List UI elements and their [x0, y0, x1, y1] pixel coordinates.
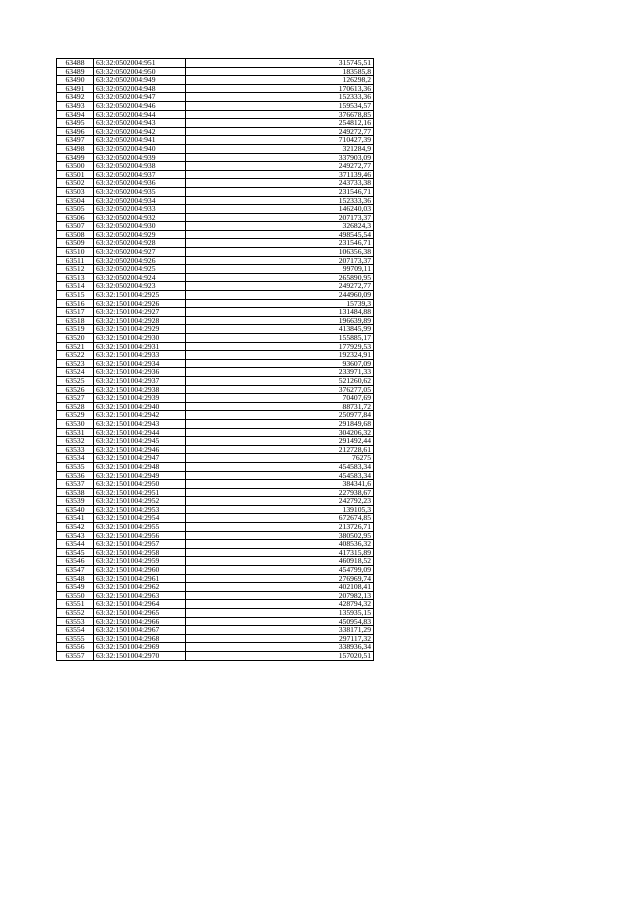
cadastral-number-cell: 63:32:0502004:923	[94, 282, 186, 291]
cadastral-number-cell: 63:32:0502004:928	[94, 239, 186, 248]
cadastral-value-cell: 126298,2	[186, 76, 374, 85]
cadastral-number-cell: 63:32:0502004:938	[94, 162, 186, 171]
row-number-cell: 63537	[57, 480, 94, 489]
cadastral-number-cell: 63:32:1501004:2963	[94, 591, 186, 600]
table-row	[57, 110, 374, 119]
row-number-cell: 63493	[57, 101, 94, 110]
cadastral-number-cell: 63:32:1501004:2927	[94, 308, 186, 317]
table-row	[57, 325, 374, 334]
cadastral-value-cell: 227938,67	[186, 488, 374, 497]
table-row	[57, 316, 374, 325]
row-number-cell: 63551	[57, 600, 94, 609]
cadastral-number-cell: 63:32:1501004:2945	[94, 437, 186, 446]
cadastral-number-cell: 63:32:1501004:2961	[94, 574, 186, 583]
table-row	[57, 76, 374, 85]
cadastral-value-cell: 99709,11	[186, 265, 374, 274]
cadastral-number-cell: 63:32:0502004:936	[94, 179, 186, 188]
table-row	[57, 591, 374, 600]
row-number-cell: 63553	[57, 617, 94, 626]
row-number-cell: 63538	[57, 488, 94, 497]
row-number-cell: 63503	[57, 187, 94, 196]
cadastral-number-cell: 63:32:0502004:950	[94, 67, 186, 76]
cadastral-value-cell: 93607,09	[186, 359, 374, 368]
cadastral-number-cell: 63:32:1501004:2962	[94, 583, 186, 592]
row-number-cell: 63530	[57, 419, 94, 428]
row-number-cell: 63499	[57, 153, 94, 162]
cadastral-number-cell: 63:32:0502004:939	[94, 153, 186, 162]
table-row	[57, 462, 374, 471]
cadastral-number-cell: 63:32:0502004:929	[94, 230, 186, 239]
cadastral-value-cell: 321284,9	[186, 144, 374, 153]
cadastral-number-cell: 63:32:0502004:948	[94, 84, 186, 93]
row-number-cell: 63540	[57, 505, 94, 514]
row-number-cell: 63495	[57, 119, 94, 128]
cadastral-number-cell: 63:32:1501004:2925	[94, 291, 186, 300]
cadastral-number-cell: 63:32:1501004:2954	[94, 514, 186, 523]
cadastral-value-cell: 152333,36	[186, 196, 374, 205]
row-number-cell: 63532	[57, 437, 94, 446]
table-row	[57, 437, 374, 446]
cadastral-number-cell: 63:32:0502004:942	[94, 127, 186, 136]
table-row	[57, 84, 374, 93]
cadastral-value-cell: 338936,34	[186, 643, 374, 652]
table-row	[57, 265, 374, 274]
cadastral-number-cell: 63:32:1501004:2968	[94, 634, 186, 643]
cadastral-value-cell: 139105,3	[186, 505, 374, 514]
table-row	[57, 471, 374, 480]
cadastral-value-cell: 243733,38	[186, 179, 374, 188]
table-row	[57, 617, 374, 626]
row-number-cell: 63556	[57, 643, 94, 652]
table-row	[57, 505, 374, 514]
row-number-cell: 63531	[57, 428, 94, 437]
table-row	[57, 454, 374, 463]
row-number-cell: 63504	[57, 196, 94, 205]
table-row	[57, 411, 374, 420]
cadastral-value-cell: 244960,09	[186, 291, 374, 300]
cadastral-number-cell: 63:32:1501004:2955	[94, 523, 186, 532]
row-number-cell: 63502	[57, 179, 94, 188]
cadastral-value-cell: 231546,71	[186, 187, 374, 196]
table-row	[57, 583, 374, 592]
cadastral-number-cell: 63:32:1501004:2967	[94, 626, 186, 635]
row-number-cell: 63555	[57, 634, 94, 643]
cadastral-value-cell: 157020,51	[186, 651, 374, 660]
row-number-cell: 63545	[57, 548, 94, 557]
table-row	[57, 239, 374, 248]
cadastral-value-cell: 177929,53	[186, 342, 374, 351]
row-number-cell: 63548	[57, 574, 94, 583]
table-row	[57, 600, 374, 609]
table-row	[57, 153, 374, 162]
table-row	[57, 548, 374, 557]
cadastral-number-cell: 63:32:1501004:2950	[94, 480, 186, 489]
table-row	[57, 119, 374, 128]
cadastral-number-cell: 63:32:1501004:2928	[94, 316, 186, 325]
row-number-cell: 63518	[57, 316, 94, 325]
row-number-cell: 63496	[57, 127, 94, 136]
row-number-cell: 63517	[57, 308, 94, 317]
cadastral-number-cell: 63:32:1501004:2969	[94, 643, 186, 652]
cadastral-number-cell: 63:32:1501004:2937	[94, 376, 186, 385]
row-number-cell: 63491	[57, 84, 94, 93]
cadastral-value-cell: 413845,99	[186, 325, 374, 334]
table-row	[57, 643, 374, 652]
cadastral-value-cell: 76275	[186, 454, 374, 463]
cadastral-value-cell: 454583,34	[186, 471, 374, 480]
cadastral-number-cell: 63:32:0502004:949	[94, 76, 186, 85]
table-row	[57, 179, 374, 188]
cadastral-value-cell: 376277,05	[186, 385, 374, 394]
cadastral-value-cell: 88731,72	[186, 402, 374, 411]
cadastral-number-cell: 63:32:1501004:2960	[94, 566, 186, 575]
cadastral-value-cell: 212728,61	[186, 445, 374, 454]
row-number-cell: 63506	[57, 213, 94, 222]
cadastral-value-cell: 254812,16	[186, 119, 374, 128]
row-number-cell: 63512	[57, 265, 94, 274]
cadastral-value-cell: 207173,37	[186, 256, 374, 265]
row-number-cell: 63516	[57, 299, 94, 308]
row-number-cell: 63543	[57, 531, 94, 540]
table-row	[57, 222, 374, 231]
cadastral-value-cell: 710427,39	[186, 136, 374, 145]
cadastral-value-cell: 304206,32	[186, 428, 374, 437]
row-number-cell: 63507	[57, 222, 94, 231]
table-row	[57, 282, 374, 291]
cadastral-value-cell: 233971,33	[186, 368, 374, 377]
row-number-cell: 63500	[57, 162, 94, 171]
cadastral-number-cell: 63:32:1501004:2948	[94, 462, 186, 471]
table-row	[57, 342, 374, 351]
table-row	[57, 101, 374, 110]
row-number-cell: 63524	[57, 368, 94, 377]
cadastral-value-cell: 183585,8	[186, 67, 374, 76]
cadastral-number-cell: 63:32:1501004:2957	[94, 540, 186, 549]
row-number-cell: 63510	[57, 248, 94, 257]
cadastral-number-cell: 63:32:1501004:2938	[94, 385, 186, 394]
cadastral-value-cell: 155885,17	[186, 334, 374, 343]
table-row	[57, 273, 374, 282]
cadastral-number-cell: 63:32:0502004:943	[94, 119, 186, 128]
table-row	[57, 187, 374, 196]
cadastral-value-cell: 454799,09	[186, 566, 374, 575]
row-number-cell: 63490	[57, 76, 94, 85]
cadastral-number-cell: 63:32:0502004:932	[94, 213, 186, 222]
table-row	[57, 428, 374, 437]
cadastral-number-cell: 63:32:1501004:2929	[94, 325, 186, 334]
cadastral-value-cell: 450954,83	[186, 617, 374, 626]
table-row	[57, 291, 374, 300]
cadastral-number-cell: 63:32:0502004:940	[94, 144, 186, 153]
cadastral-value-cell: 521260,62	[186, 376, 374, 385]
row-number-cell: 63534	[57, 454, 94, 463]
cadastral-value-cell: 207982,13	[186, 591, 374, 600]
cadastral-value-cell: 338171,29	[186, 626, 374, 635]
cadastral-number-cell: 63:32:0502004:947	[94, 93, 186, 102]
cadastral-value-table	[56, 58, 374, 661]
cadastral-value-cell: 291492,44	[186, 437, 374, 446]
cadastral-value-cell: 276969,74	[186, 574, 374, 583]
table-row	[57, 230, 374, 239]
cadastral-value-cell: 376678,85	[186, 110, 374, 119]
table-row	[57, 445, 374, 454]
cadastral-value-cell: 213726,71	[186, 523, 374, 532]
table-row	[57, 59, 374, 68]
table-row	[57, 574, 374, 583]
table-row	[57, 376, 374, 385]
table-row	[57, 514, 374, 523]
cadastral-value-cell: 428794,32	[186, 600, 374, 609]
table-row	[57, 531, 374, 540]
row-number-cell: 63557	[57, 651, 94, 660]
cadastral-value-cell: 380502,95	[186, 531, 374, 540]
cadastral-number-cell: 63:32:1501004:2934	[94, 359, 186, 368]
table-row	[57, 634, 374, 643]
cadastral-number-cell: 63:32:1501004:2964	[94, 600, 186, 609]
row-number-cell: 63547	[57, 566, 94, 575]
cadastral-value-cell: 265890,95	[186, 273, 374, 282]
cadastral-number-cell: 63:32:0502004:925	[94, 265, 186, 274]
table-row	[57, 136, 374, 145]
row-number-cell: 63522	[57, 351, 94, 360]
cadastral-number-cell: 63:32:1501004:2933	[94, 351, 186, 360]
row-number-cell: 63527	[57, 394, 94, 403]
cadastral-number-cell: 63:32:1501004:2931	[94, 342, 186, 351]
table-row	[57, 540, 374, 549]
table-row	[57, 248, 374, 257]
cadastral-value-cell: 326824,3	[186, 222, 374, 231]
row-number-cell: 63498	[57, 144, 94, 153]
cadastral-value-cell: 242792,23	[186, 497, 374, 506]
cadastral-value-cell: 249272,77	[186, 282, 374, 291]
cadastral-number-cell: 63:32:1501004:2940	[94, 402, 186, 411]
table-row	[57, 162, 374, 171]
row-number-cell: 63520	[57, 334, 94, 343]
cadastral-value-cell: 192324,91	[186, 351, 374, 360]
table-row	[57, 205, 374, 214]
cadastral-value-cell: 672674,85	[186, 514, 374, 523]
row-number-cell: 63519	[57, 325, 94, 334]
row-number-cell: 63539	[57, 497, 94, 506]
table-row	[57, 67, 374, 76]
row-number-cell: 63488	[57, 59, 94, 68]
row-number-cell: 63513	[57, 273, 94, 282]
cadastral-value-cell: 384341,6	[186, 480, 374, 489]
table-row	[57, 419, 374, 428]
cadastral-number-cell: 63:32:1501004:2946	[94, 445, 186, 454]
cadastral-number-cell: 63:32:1501004:2956	[94, 531, 186, 540]
table-row	[57, 256, 374, 265]
row-number-cell: 63501	[57, 170, 94, 179]
row-number-cell: 63525	[57, 376, 94, 385]
cadastral-value-cell: 315745,51	[186, 59, 374, 68]
cadastral-number-cell: 63:32:1501004:2951	[94, 488, 186, 497]
table-row	[57, 308, 374, 317]
cadastral-number-cell: 63:32:0502004:930	[94, 222, 186, 231]
table-row	[57, 93, 374, 102]
cadastral-value-cell: 170613,36	[186, 84, 374, 93]
cadastral-value-cell: 371139,46	[186, 170, 374, 179]
row-number-cell: 63542	[57, 523, 94, 532]
cadastral-number-cell: 63:32:0502004:935	[94, 187, 186, 196]
cadastral-number-cell: 63:32:1501004:2965	[94, 609, 186, 618]
row-number-cell: 63549	[57, 583, 94, 592]
cadastral-number-cell: 63:32:0502004:937	[94, 170, 186, 179]
cadastral-value-cell: 498545,54	[186, 230, 374, 239]
cadastral-value-cell: 131484,88	[186, 308, 374, 317]
cadastral-number-cell: 63:32:1501004:2944	[94, 428, 186, 437]
table-row	[57, 351, 374, 360]
cadastral-number-cell: 63:32:0502004:926	[94, 256, 186, 265]
row-number-cell: 63523	[57, 359, 94, 368]
row-number-cell: 63509	[57, 239, 94, 248]
table-row	[57, 523, 374, 532]
row-number-cell: 63508	[57, 230, 94, 239]
cadastral-value-cell: 291849,68	[186, 419, 374, 428]
cadastral-number-cell: 63:32:1501004:2970	[94, 651, 186, 660]
table-row	[57, 609, 374, 618]
cadastral-value-cell: 454583,34	[186, 462, 374, 471]
row-number-cell: 63528	[57, 402, 94, 411]
table-row	[57, 385, 374, 394]
row-number-cell: 63505	[57, 205, 94, 214]
cadastral-number-cell: 63:32:1501004:2939	[94, 394, 186, 403]
cadastral-number-cell: 63:32:0502004:934	[94, 196, 186, 205]
cadastral-number-cell: 63:32:0502004:941	[94, 136, 186, 145]
cadastral-value-cell: 460918,52	[186, 557, 374, 566]
row-number-cell: 63497	[57, 136, 94, 145]
cadastral-number-cell: 63:32:1501004:2926	[94, 299, 186, 308]
table-body	[57, 59, 374, 661]
table-row	[57, 127, 374, 136]
cadastral-number-cell: 63:32:1501004:2966	[94, 617, 186, 626]
cadastral-number-cell: 63:32:1501004:2930	[94, 334, 186, 343]
row-number-cell: 63541	[57, 514, 94, 523]
cadastral-number-cell: 63:32:1501004:2942	[94, 411, 186, 420]
cadastral-value-cell: 196639,89	[186, 316, 374, 325]
cadastral-value-cell: 249272,77	[186, 162, 374, 171]
row-number-cell: 63489	[57, 67, 94, 76]
row-number-cell: 63515	[57, 291, 94, 300]
table-row	[57, 651, 374, 660]
cadastral-number-cell: 63:32:1501004:2953	[94, 505, 186, 514]
cadastral-value-cell: 70407,69	[186, 394, 374, 403]
cadastral-number-cell: 63:32:1501004:2936	[94, 368, 186, 377]
table-row	[57, 480, 374, 489]
table-row	[57, 626, 374, 635]
cadastral-value-cell: 337903,09	[186, 153, 374, 162]
row-number-cell: 63544	[57, 540, 94, 549]
table-row	[57, 170, 374, 179]
table-row	[57, 488, 374, 497]
cadastral-number-cell: 63:32:1501004:2943	[94, 419, 186, 428]
row-number-cell: 63533	[57, 445, 94, 454]
cadastral-value-cell: 249272,77	[186, 127, 374, 136]
row-number-cell: 63546	[57, 557, 94, 566]
row-number-cell: 63554	[57, 626, 94, 635]
table-row	[57, 144, 374, 153]
row-number-cell: 63535	[57, 462, 94, 471]
cadastral-number-cell: 63:32:1501004:2959	[94, 557, 186, 566]
table-row	[57, 213, 374, 222]
cadastral-number-cell: 63:32:1501004:2958	[94, 548, 186, 557]
cadastral-value-cell: 146240,03	[186, 205, 374, 214]
row-number-cell: 63536	[57, 471, 94, 480]
table-row	[57, 196, 374, 205]
table-row	[57, 368, 374, 377]
table-row	[57, 557, 374, 566]
table-row	[57, 497, 374, 506]
cadastral-value-cell: 402108,41	[186, 583, 374, 592]
cadastral-value-cell: 159534,57	[186, 101, 374, 110]
row-number-cell: 63552	[57, 609, 94, 618]
row-number-cell: 63511	[57, 256, 94, 265]
cadastral-number-cell: 63:32:0502004:946	[94, 101, 186, 110]
row-number-cell: 63526	[57, 385, 94, 394]
cadastral-value-cell: 15739,3	[186, 299, 374, 308]
cadastral-value-cell: 207173,37	[186, 213, 374, 222]
cadastral-number-cell: 63:32:0502004:951	[94, 59, 186, 68]
cadastral-value-cell: 417315,89	[186, 548, 374, 557]
row-number-cell: 63514	[57, 282, 94, 291]
cadastral-number-cell: 63:32:0502004:927	[94, 248, 186, 257]
table-row	[57, 402, 374, 411]
table-row	[57, 394, 374, 403]
cadastral-number-cell: 63:32:1501004:2949	[94, 471, 186, 480]
row-number-cell: 63494	[57, 110, 94, 119]
cadastral-number-cell: 63:32:0502004:933	[94, 205, 186, 214]
cadastral-value-cell: 231546,71	[186, 239, 374, 248]
cadastral-number-cell: 63:32:1501004:2952	[94, 497, 186, 506]
row-number-cell: 63529	[57, 411, 94, 420]
table-row	[57, 299, 374, 308]
cadastral-value-cell: 250977,84	[186, 411, 374, 420]
row-number-cell: 63521	[57, 342, 94, 351]
cadastral-number-cell: 63:32:0502004:944	[94, 110, 186, 119]
table-row	[57, 566, 374, 575]
table-row	[57, 334, 374, 343]
cadastral-value-cell: 106356,38	[186, 248, 374, 257]
cadastral-value-cell: 135935,15	[186, 609, 374, 618]
cadastral-value-cell: 297117,32	[186, 634, 374, 643]
row-number-cell: 63492	[57, 93, 94, 102]
cadastral-number-cell: 63:32:0502004:924	[94, 273, 186, 282]
table-row	[57, 359, 374, 368]
row-number-cell: 63550	[57, 591, 94, 600]
cadastral-value-cell: 152333,36	[186, 93, 374, 102]
cadastral-value-cell: 408536,32	[186, 540, 374, 549]
cadastral-number-cell: 63:32:1501004:2947	[94, 454, 186, 463]
